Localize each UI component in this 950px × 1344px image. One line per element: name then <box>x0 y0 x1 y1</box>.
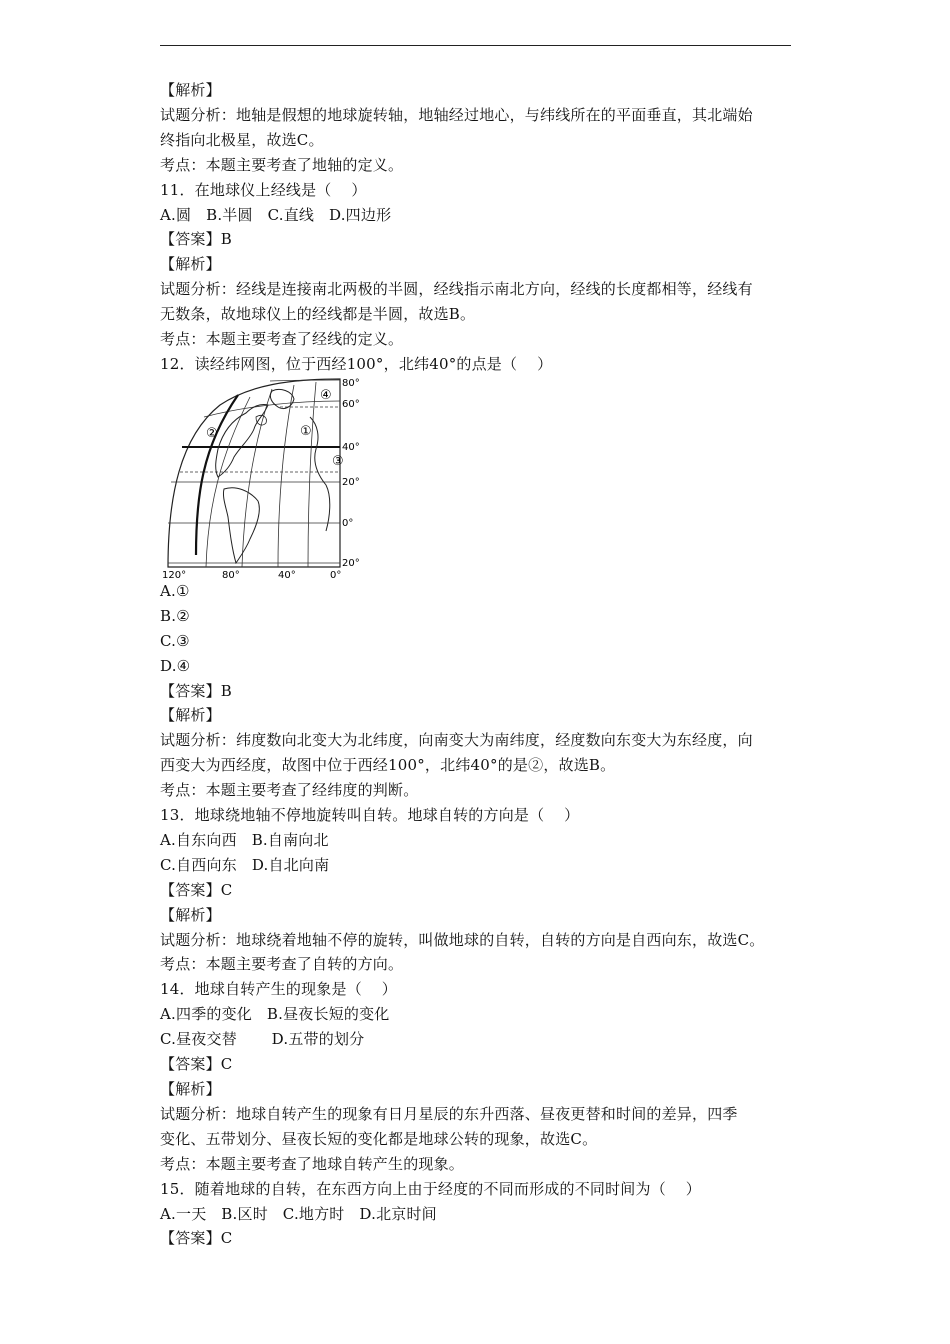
text-line: 终指向北极星，故选C。 <box>160 130 324 149</box>
text-line: 【答案】B <box>160 681 233 700</box>
text-line: 试题分析：地球绕着地轴不停的旋转，叫做地球的自转，自转的方向是自西向东，故选C。 <box>160 930 765 949</box>
coastline-greenland <box>270 389 294 408</box>
text-line: 【解析】 <box>160 255 221 274</box>
text-line: 【解析】 <box>160 1080 221 1098</box>
text-line: 试题分析：纬度数向北变大为北纬度，向南变大为南纬度，经度数向东变大为东经度，向 <box>160 731 753 750</box>
lat-label: 40° <box>342 441 360 453</box>
document-body <box>160 78 792 1251</box>
text-line: 考点：本题主要考查了经线的定义。 <box>160 330 404 349</box>
header-rule <box>160 45 791 46</box>
text-line: 【解析】 <box>160 81 221 99</box>
graticule-map-figure <box>160 377 792 579</box>
text-line: 【解析】 <box>160 706 221 725</box>
text-line: 12．读经纬网图，位于西经100°，北纬40°的点是（ ） <box>160 354 553 373</box>
text-line: 【答案】C <box>160 880 233 899</box>
lon-label: 40° <box>278 569 296 579</box>
text-block-b <box>160 579 792 1251</box>
text-line: 考点：本题主要考查了自转的方向。 <box>160 955 404 974</box>
point-label-2: ② <box>206 425 218 441</box>
lat-label: 20° <box>342 557 360 569</box>
lat-label: 60° <box>342 398 360 410</box>
text-line: C.昼夜交替 D.五带的划分 <box>160 1030 365 1049</box>
text-line: 西变大为西经度，故图中位于西经100°，北纬40°的是②，故选B。 <box>160 756 616 775</box>
graticule-map <box>160 377 370 579</box>
longitude-line <box>278 385 294 567</box>
text-line: 试题分析：经线是连接南北两极的半圆，经线指示南北方向，经线的长度都相等，经线有 <box>160 280 753 299</box>
text-line: 无数条，故地球仪上的经线都是半圆，故选B。 <box>160 305 476 324</box>
latitude-line-80 <box>270 380 340 381</box>
lon-label: 120° <box>162 569 187 579</box>
text-line: 15．随着地球的自转，在东西方向上由于经度的不同而形成的不同时间为（ ） <box>160 1179 701 1198</box>
latitude-line-60 <box>204 401 340 417</box>
text-line: 14．地球自转产生的现象是（ ） <box>160 980 397 999</box>
coastline-europe-africa <box>310 417 330 531</box>
text-line: A.一天 B.区时 C.地方时 D.北京时间 <box>160 1204 437 1223</box>
text-line: C.③ <box>160 631 190 650</box>
coastline-south-america <box>223 488 259 563</box>
text-line: B.② <box>160 606 190 625</box>
text-line: 试题分析：地球自转产生的现象有日月星辰的东升西落、昼夜更替和时间的差异，四季 <box>160 1104 738 1123</box>
text-line: 【答案】B <box>160 230 233 249</box>
point-label-3: ③ <box>332 453 344 469</box>
longitude-line <box>242 389 272 567</box>
text-line: A.四季的变化 B.昼夜长短的变化 <box>160 1005 390 1024</box>
lon-label: 0° <box>330 569 342 579</box>
text-line: A.圆 B.半圆 C.直线 D.四边形 <box>160 205 392 224</box>
text-line: 考点：本题主要考查了地轴的定义。 <box>160 155 404 174</box>
point-label-1: ① <box>300 423 312 439</box>
text-line: 考点：本题主要考查了经纬度的判断。 <box>160 781 419 800</box>
text-line: A.① <box>160 581 190 600</box>
text-line: 【解析】 <box>160 905 221 924</box>
text-line: D.④ <box>160 656 191 675</box>
text-block-a <box>160 78 792 377</box>
lat-label: 80° <box>342 377 360 389</box>
point-label-4: ④ <box>320 387 332 403</box>
text-line: 变化、五带划分、昼夜长短的变化都是地球公转的现象，故选C。 <box>160 1129 598 1148</box>
lat-label: 0° <box>342 517 354 529</box>
longitude-line <box>308 382 316 567</box>
text-line: 13．地球绕地轴不停地旋转叫自转。地球自转的方向是（ ） <box>160 806 580 825</box>
text-line: 11．在地球仪上经线是（ ） <box>160 180 367 199</box>
text-line: 【答案】C <box>160 1055 233 1074</box>
lat-label: 20° <box>342 476 360 488</box>
text-line: C.自西向东 D.自北向南 <box>160 855 330 874</box>
text-line: A.自东向西 B.自南向北 <box>160 830 329 849</box>
text-line: 试题分析：地轴是假想的地球旋转轴，地轴经过地心，与纬线所在的平面垂直，其北端始 <box>160 105 753 124</box>
text-line: 【答案】C <box>160 1229 233 1248</box>
lon-label: 80° <box>222 569 240 579</box>
text-line: 考点：本题主要考查了地球自转产生的现象。 <box>160 1154 465 1173</box>
